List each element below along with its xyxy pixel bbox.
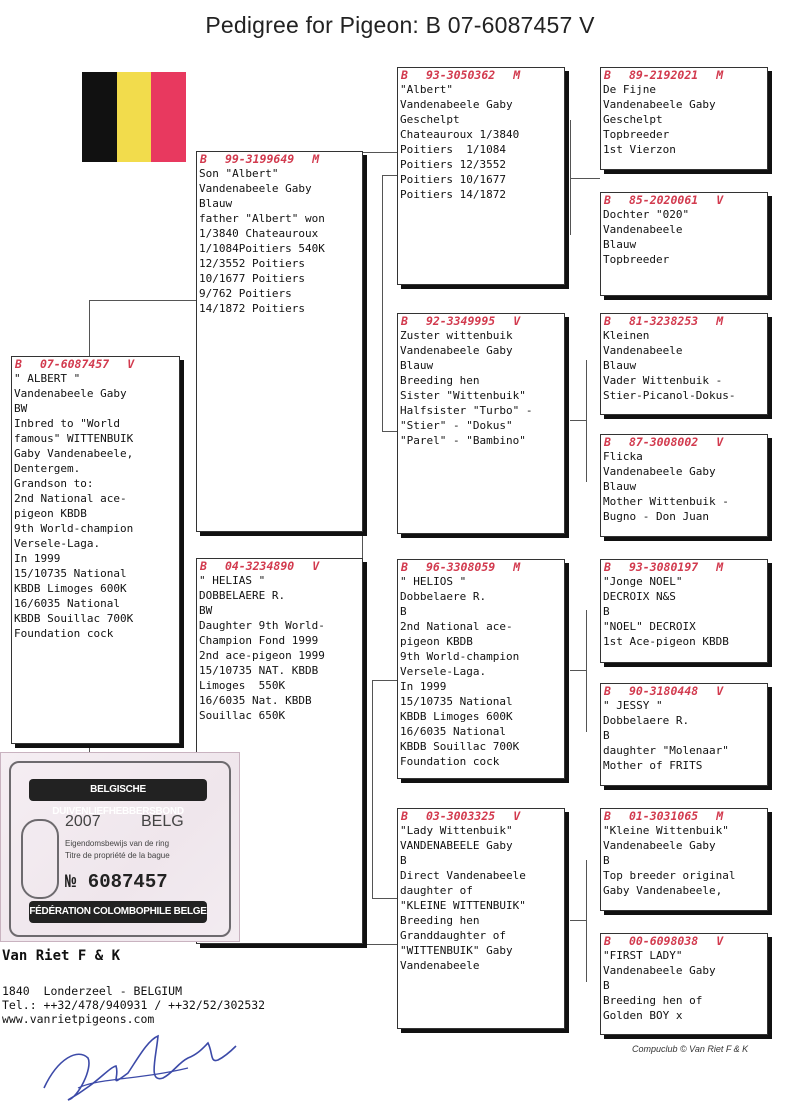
pedigree-line: Poitiers 1/1084 [400, 143, 506, 156]
connector-line [372, 680, 397, 681]
country-code: B [401, 314, 408, 328]
ring-number: 81-3238253 [628, 314, 699, 328]
owner-name: Van Riet F & K [2, 948, 121, 964]
pedigree-line: B [400, 605, 407, 618]
connector-line [372, 898, 397, 899]
org-top-banner: BELGISCHE DUIVENLIEFHEBBERSBOND [29, 779, 207, 801]
belgian-flag [82, 72, 186, 162]
pedigree-line: "Parel" - "Bambino" [400, 434, 526, 447]
pedigree-line: In 1999 [14, 552, 61, 565]
pedigree-line: Vandenabeele Gaby [603, 964, 716, 977]
pedigree-line: 9/762 Poitiers [199, 287, 292, 300]
flag-black-stripe [82, 72, 117, 162]
sire-dam-card [397, 313, 565, 534]
pedigree-line: Geschelpt [603, 113, 663, 126]
pedigree-line: Blauw [400, 359, 434, 372]
pedigree-line: 12/3552 Poitiers [199, 257, 305, 270]
pedigree-line: Breeding hen [400, 914, 480, 927]
country-code: B [604, 934, 611, 948]
pedigree-line: Topbreeder [603, 253, 670, 266]
pedigree-line: 15/10735 National [400, 695, 513, 708]
pedigree-line: father "Albert" won [199, 212, 325, 225]
pedigree-line: Champion Fond 1999 [199, 634, 319, 647]
pedigree-line: Direct Vandenabeele [400, 869, 526, 882]
pedigree-line: Vandenabeele Gaby [603, 465, 716, 478]
dss-card [600, 559, 768, 663]
connector-line [570, 920, 586, 921]
sire-card [196, 151, 363, 532]
pedigree-line: DOBBELAERE R. [199, 589, 286, 602]
pedigree-line: 1/3840 Chateauroux [199, 227, 319, 240]
sex-code: V [513, 809, 521, 823]
pedigree-line: 16/6035 Nat. KBDB [199, 694, 312, 707]
pedigree-line: "Kleine Wittenbuik" [603, 824, 729, 837]
org-bottom-banner: FÉDÉRATION COLOMBOPHILE BELGE [29, 901, 207, 923]
pedigree-line: Gaby Vandenabeele, [14, 447, 134, 460]
pedigree-line: Granddaughter of [400, 929, 506, 942]
connector-line [586, 360, 587, 482]
sex-code: M [312, 152, 320, 166]
ring-number: 89-2192021 [628, 68, 699, 82]
pedigree-line: 14/1872 Poitiers [199, 302, 305, 315]
pedigree-line: Vandenabeele Gaby [400, 344, 513, 357]
ssd-card [600, 192, 768, 296]
caption-fr: Titre de propriété de la bague [65, 851, 170, 860]
country-code: B [200, 559, 207, 573]
pedigree-line: 2nd ace-pigeon 1999 [199, 649, 325, 662]
country-code: B [604, 314, 611, 328]
pedigree-line: Poitiers 10/1677 [400, 173, 506, 186]
country-code: B [15, 357, 22, 371]
pedigree-line: " HELIOS " [400, 575, 467, 588]
pedigree-line: Inbred to "World [14, 417, 120, 430]
pedigree-line: Vandenabeele Gaby [603, 98, 716, 111]
page-title: Pedigree for Pigeon: B 07-6087457 V [205, 12, 595, 38]
sss-card [600, 67, 768, 170]
ring-number: 90-3180448 [628, 684, 699, 698]
pedigree-line: Poitiers 12/3552 [400, 158, 506, 171]
pedigree-line: Blauw [199, 197, 233, 210]
country-code: B [200, 152, 207, 166]
pedigree-line: "Albert" [400, 83, 453, 96]
pedigree-line: Blauw [603, 359, 637, 372]
pedigree-line: Poitiers 14/1872 [400, 188, 506, 201]
connector-line [586, 610, 587, 732]
connector-line [570, 420, 586, 421]
pedigree-line: Foundation cock [400, 755, 500, 768]
pedigree-line: Vandenabeele Gaby [199, 182, 312, 195]
country-code: B [401, 809, 408, 823]
sex-code: M [513, 68, 521, 82]
owner-address: 1840 Londerzeel - BELGIUM [2, 984, 183, 998]
pedigree-line: Stier-Picanol-Dokus- [603, 389, 736, 402]
pedigree-line: "NOEL" DECROIX [603, 620, 696, 633]
sex-code: V [716, 435, 724, 449]
pedigree-line: De Fijne [603, 83, 656, 96]
flag-red-stripe [151, 72, 186, 162]
ring-number: 92-3349995 [425, 314, 496, 328]
pedigree-line: KBDB Limoges 600K [14, 582, 127, 595]
pedigree-line: 15/10735 National [14, 567, 127, 580]
pedigree-line: " HELIAS " [199, 574, 266, 587]
pedigree-line: Flicka [603, 450, 643, 463]
connector-line [570, 178, 600, 179]
pedigree-line: 1st Vierzon [603, 143, 676, 156]
sex-code: V [513, 314, 521, 328]
pedigree-line: 2nd National ace- [14, 492, 127, 505]
ring-year: 2007 [65, 813, 101, 830]
pedigree-line: Limoges 550K [199, 679, 286, 692]
pedigree-line: daughter "Molenaar" [603, 744, 729, 757]
ddd-card [600, 933, 768, 1035]
pedigree-line: 10/1677 Poitiers [199, 272, 305, 285]
country-code: B [604, 68, 611, 82]
connector-line [372, 680, 373, 898]
ring-number: 00-6098038 [628, 934, 699, 948]
country-code: B [604, 560, 611, 574]
sds-card [600, 313, 768, 415]
sex-code: V [127, 357, 135, 371]
pedigree-line: Dobbelaere R. [603, 714, 690, 727]
sire-sire-card [397, 67, 565, 285]
ring-ownership-card [0, 752, 240, 942]
pedigree-line: 1/1084Poitiers 540K [199, 242, 325, 255]
ring-number: 87-3008002 [628, 435, 699, 449]
connector-line [362, 944, 397, 945]
pedigree-line: Gaby Vandenabeele, [603, 884, 723, 897]
pedigree-line: Son "Albert" [199, 167, 279, 180]
pedigree-line: Golden BOY x [603, 1009, 683, 1022]
sex-code: M [513, 560, 521, 574]
pedigree-line: " JESSY " [603, 699, 663, 712]
pedigree-line: Versele-Laga. [400, 665, 487, 678]
pedigree-line: Foundation cock [14, 627, 114, 640]
pedigree-line: 15/10735 NAT. KBDB [199, 664, 319, 677]
pedigree-line: Kleinen [603, 329, 650, 342]
pedigree-line: B [400, 854, 407, 867]
pedigree-line: BW [199, 604, 213, 617]
country-code: B [604, 809, 611, 823]
pedigree-line: B [603, 979, 610, 992]
pedigree-line: Vandenabeele [603, 223, 683, 236]
country-code: B [604, 193, 611, 207]
pedigree-line: VANDENABEELE Gaby [400, 839, 513, 852]
dam-sire-card [397, 559, 565, 779]
pedigree-line: Geschelpt [400, 113, 460, 126]
ring-number: 93-3080197 [628, 560, 699, 574]
pedigree-line: famous" WITTENBUIK [14, 432, 134, 445]
pedigree-line: Vandenabeele Gaby [603, 839, 716, 852]
subject-pigeon-card [11, 356, 180, 744]
pedigree-line: Chateauroux 1/3840 [400, 128, 520, 141]
pedigree-line: Dobbelaere R. [400, 590, 487, 603]
connector-line [570, 670, 586, 671]
pedigree-line: KBDB Souillac 700K [14, 612, 134, 625]
pedigree-line: Vandenabeele [400, 959, 480, 972]
dds-card [600, 808, 768, 911]
pedigree-line: In 1999 [400, 680, 447, 693]
pedigree-line: pigeon KBDB [14, 507, 87, 520]
connector-line [89, 300, 196, 301]
pedigree-line: Vandenabeele Gaby [14, 387, 127, 400]
pedigree-line: BW [14, 402, 28, 415]
connector-line [382, 175, 383, 431]
ring-number: 85-2020061 [628, 193, 699, 207]
pedigree-line: Zuster wittenbuik [400, 329, 513, 342]
ring-number: 07-6087457 [39, 357, 110, 371]
pedigree-line: Breeding hen of [603, 994, 703, 1007]
ring-country: BELG [141, 813, 184, 830]
pedigree-line: Dentergem. [14, 462, 81, 475]
pedigree-line: 16/6035 National [14, 597, 120, 610]
ring-number: 93-3050362 [425, 68, 496, 82]
pedigree-line: B [603, 854, 610, 867]
pedigree-line: " ALBERT " [14, 372, 81, 385]
pedigree-line: Topbreeder [603, 128, 670, 141]
sex-code: M [716, 809, 724, 823]
ring-number: 03-3003325 [425, 809, 496, 823]
ring-number: 01-3031065 [628, 809, 699, 823]
pedigree-line: "Jonge NOEL" [603, 575, 683, 588]
pedigree-line: Mother of FRITS [603, 759, 703, 772]
dsd-card [600, 683, 768, 786]
pedigree-line: 1st Ace-pigeon KBDB [603, 635, 729, 648]
caption-nl: Eigendomsbewijs van de ring [65, 839, 170, 848]
pedigree-line: Top breeder original [603, 869, 736, 882]
pedigree-line: Dochter "020" [603, 208, 690, 221]
ring-icon [21, 819, 59, 899]
connector-line [382, 431, 397, 432]
signature-icon [38, 1028, 238, 1108]
pedigree-line: "KLEINE WITTENBUIK" [400, 899, 526, 912]
pedigree-line: Versele-Laga. [14, 537, 101, 550]
pedigree-line: "WITTENBUIK" Gaby [400, 944, 513, 957]
pedigree-line: Souillac 650K [199, 709, 286, 722]
connector-line [382, 175, 397, 176]
pedigree-line: "Stier" - "Dokus" [400, 419, 513, 432]
pedigree-line: B [603, 605, 610, 618]
pedigree-line: Halfsister "Turbo" - [400, 404, 533, 417]
pedigree-line: daughter of [400, 884, 473, 897]
pedigree-line: 9th World-champion [400, 650, 520, 663]
pedigree-line: DECROIX N&S [603, 590, 676, 603]
sex-code: V [716, 934, 724, 948]
pedigree-line: Grandson to: [14, 477, 94, 490]
country-code: B [604, 435, 611, 449]
connector-line [586, 860, 587, 982]
dam-dam-card [397, 808, 565, 1029]
connector-line [362, 152, 397, 153]
sex-code: V [716, 684, 724, 698]
pedigree-line: "FIRST LADY" [603, 949, 683, 962]
owner-phone: Tel.: ++32/478/940931 / ++32/52/302532 [2, 998, 266, 1012]
pedigree-line: 16/6035 National [400, 725, 506, 738]
pedigree-line: "Lady Wittenbuik" [400, 824, 513, 837]
connector-line [89, 300, 90, 357]
pedigree-line: Vandenabeele Gaby [400, 98, 513, 111]
pedigree-line: Daughter 9th World- [199, 619, 325, 632]
owner-website: www.vanrietpigeons.com [2, 1012, 155, 1026]
sex-code: M [716, 560, 724, 574]
sex-code: V [716, 193, 724, 207]
pedigree-line: KBDB Limoges 600K [400, 710, 513, 723]
footer-copyright: Compuclub © Van Riet F & K [632, 1044, 749, 1054]
country-code: B [604, 684, 611, 698]
pedigree-line: B [603, 729, 610, 742]
sex-code: M [716, 68, 724, 82]
flag-yellow-stripe [117, 72, 152, 162]
ring-card-number: № 6087457 [65, 871, 168, 893]
pedigree-line: Breeding hen [400, 374, 480, 387]
ring-number: 99-3199649 [224, 152, 295, 166]
pedigree-line: pigeon KBDB [400, 635, 473, 648]
pedigree-line: Sister "Wittenbuik" [400, 389, 526, 402]
pedigree-line: Vandenabeele [603, 344, 683, 357]
sdd-card [600, 434, 768, 537]
country-code: B [401, 68, 408, 82]
pedigree-line: Blauw [603, 238, 637, 251]
ring-number: 04-3234890 [224, 559, 295, 573]
pedigree-line: Vader Wittenbuik - [603, 374, 723, 387]
pedigree-line: KBDB Souillac 700K [400, 740, 520, 753]
country-code: B [401, 560, 408, 574]
pedigree-line: Blauw [603, 480, 637, 493]
ring-number: 96-3308059 [425, 560, 496, 574]
sex-code: V [312, 559, 320, 573]
pedigree-line: Mother Wittenbuik - [603, 495, 729, 508]
sex-code: M [716, 314, 724, 328]
pedigree-line: 9th World-champion [14, 522, 134, 535]
pedigree-line: 2nd National ace- [400, 620, 513, 633]
pedigree-line: Bugno - Don Juan [603, 510, 709, 523]
